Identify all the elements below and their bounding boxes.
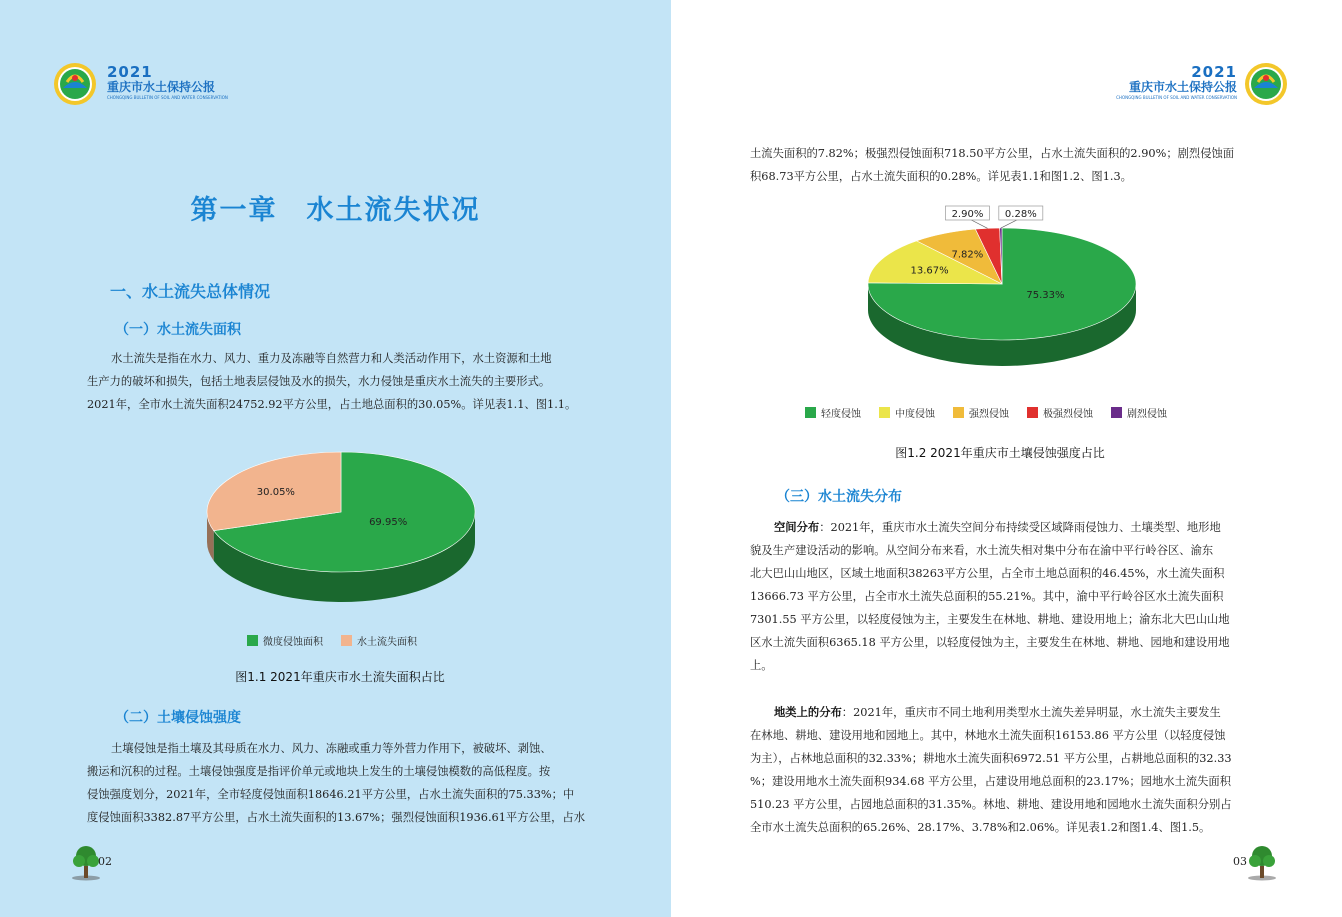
legend-label: 强烈侵蚀 <box>969 409 1009 420</box>
legend-swatch <box>879 407 890 418</box>
data-label: 2.90% <box>951 209 984 220</box>
chart2-legend <box>805 405 1167 420</box>
header-left <box>107 64 228 101</box>
text-line: 度侵蚀面积3382.87平方公里，占水土流失面积的13.67%；强烈侵蚀面积1936.61平方公里，占水 <box>87 811 586 824</box>
text-line: 土壤侵蚀是指土壤及其母质在水力、风力、冻融或重力等外营力作用下，被破坏、剥蚀、 <box>111 742 552 755</box>
text-line: 积68.73平方公里，占水土流失面积的0.28%。详见表1.1和图1.2、图1.3。 <box>750 170 1132 183</box>
text-line: 生产力的破坏和损失，包括土地表层侵蚀及水的损失，水力侵蚀是重庆水土流失的主要形式。 <box>87 375 551 388</box>
paragraph <box>87 737 597 829</box>
subsection-title: （三）水土流失分布 <box>776 489 902 505</box>
text-line: 为主），占林地总面积的32.33%；耕地水土流失面积6972.51 平方公里，占耕地总面积的32.33 <box>750 752 1232 765</box>
legend-item <box>879 405 935 420</box>
pie-chart-erosion-intensity <box>855 200 1155 390</box>
text-line: 全市水土流失总面积的65.26%、28.17%、3.78%和2.06%。详见表1.2和图1.4、图1.5。 <box>750 821 1211 834</box>
legend-item <box>341 633 417 648</box>
text-line: 北大巴山山地区，区域土地面积38263平方公里，占全市土地总面积的46.45%，水土流失面积 <box>750 567 1225 580</box>
header-subtitle: CHONGQING BULLETIN OF SOIL AND WATER CONSERVATION <box>1116 95 1237 100</box>
text-line <box>750 516 1260 539</box>
legend-item <box>1027 405 1093 420</box>
chart1-legend <box>247 633 417 648</box>
tree-icon <box>1242 842 1282 882</box>
figure-caption: 图1.1 2021年重庆市水土流失面积占比 <box>235 670 445 684</box>
spatial-lead: 空间分布 <box>774 521 820 534</box>
legend-label: 水土流失面积 <box>357 637 417 648</box>
text-line: 510.23 平方公里，占园地总面积的31.35%。林地、耕地、建设用地和园地水土流失面积分别占 <box>750 798 1232 811</box>
data-label: 13.67% <box>910 265 949 277</box>
text-line: 区水土流失面积6365.18 平方公里，以轻度侵蚀为主，主要发生在林地、耕地、园地和建设用地 <box>750 636 1230 649</box>
legend-item <box>247 633 323 648</box>
text-line <box>750 701 1260 724</box>
data-label: 0.28% <box>1004 209 1037 220</box>
landuse-lead: 地类上的分布 <box>774 706 842 719</box>
text-line: 2021年，全市水土流失面积24752.92平方公里，占土地总面积的30.05%。详见表1.1、图1.1。 <box>87 398 577 411</box>
text-line: 水土流失是指在水力、风力、重力及冻融等自然营力和人类活动作用下，水土资源和土地 <box>111 352 552 365</box>
text-line: 貌及生产建设活动的影响。从空间分布来看，水土流失相对集中分布在渝中平行岭谷区、渝东 <box>750 544 1214 557</box>
header-year: 2021 <box>107 63 153 81</box>
text-run: ：2021年，重庆市水土流失空间分布持续受区域降雨侵蚀力、土壤类型、地形地 <box>819 521 1221 534</box>
page-number: 03 <box>1233 855 1247 868</box>
header-right <box>1080 64 1237 101</box>
legend-label: 微度侵蚀面积 <box>263 637 323 648</box>
logo-emblem-icon <box>1244 62 1288 106</box>
header-title: 重庆市水土保持公报 <box>107 80 216 94</box>
text-line: 在林地、耕地、建设用地和园地上。其中，林地水土流失面积16153.86 平方公里（以轻度侵蚀 <box>750 729 1226 742</box>
subsection-title: （二）土壤侵蚀强度 <box>115 710 241 726</box>
header-subtitle: CHONGQING BULLETIN OF SOIL AND WATER CONSERVATION <box>107 95 228 100</box>
paragraph <box>87 347 597 416</box>
legend-swatch <box>1111 407 1122 418</box>
text-line: 7301.55 平方公里，以轻度侵蚀为主，主要发生在林地、耕地、建设用地上；渝东北大巴山山地 <box>750 613 1230 626</box>
text-line: 13666.73 平方公里，占全市水土流失总面积的55.21%。其中，渝中平行岭谷区水土流失面积 <box>750 590 1224 603</box>
legend-swatch <box>953 407 964 418</box>
paragraph <box>750 701 1260 839</box>
text-line: 上。 <box>750 659 773 672</box>
data-label: 7.82% <box>951 249 984 261</box>
data-label: 75.33% <box>1026 290 1065 302</box>
legend-swatch <box>341 635 352 646</box>
subsection-title: （一）水土流失面积 <box>115 322 241 338</box>
header-title: 重庆市水土保持公报 <box>1128 80 1237 94</box>
legend-swatch <box>247 635 258 646</box>
header-year: 2021 <box>1191 63 1237 81</box>
legend-label: 剧烈侵蚀 <box>1127 409 1167 420</box>
page-number: 02 <box>98 855 112 868</box>
legend-item <box>805 405 861 420</box>
chapter-title: 第一章 水土流失状况 <box>190 195 481 226</box>
legend-item <box>1111 405 1167 420</box>
text-run: ：2021年，重庆市不同土地利用类型水土流失差异明显，水土流失主要发生 <box>841 706 1221 719</box>
text-line: 搬运和沉积的过程。土壤侵蚀强度是指评价单元或地块上发生的土壤侵蚀模数的高低程度。按 <box>87 765 551 778</box>
text-line: %；建设用地水土流失面积934.68 平方公里，占建设用地总面积的23.17%；园地水土流失面积 <box>750 775 1232 788</box>
legend-label: 中度侵蚀 <box>895 409 935 420</box>
legend-swatch <box>1027 407 1038 418</box>
paragraph <box>750 516 1260 677</box>
section-title: 一、水土流失总体情况 <box>110 282 271 301</box>
legend-label: 极强烈侵蚀 <box>1043 409 1093 420</box>
text-line: 侵蚀强度划分，2021年，全市轻度侵蚀面积18646.21平方公里，占水土流失面积的75.33%；中 <box>87 788 575 801</box>
pie-chart-water-loss <box>195 440 485 615</box>
logo-emblem-icon <box>53 62 97 106</box>
legend-label: 轻度侵蚀 <box>821 409 861 420</box>
legend-item <box>953 405 1009 420</box>
text-line: 土流失面积的7.82%；极强烈侵蚀面积718.50平方公里，占水土流失面积的2.90%；剧烈侵蚀面 <box>750 147 1235 160</box>
figure-caption: 图1.2 2021年重庆市土壤侵蚀强度占比 <box>895 446 1105 460</box>
paragraph <box>750 142 1260 188</box>
data-label: 69.95% <box>369 516 408 528</box>
legend-swatch <box>805 407 816 418</box>
data-label: 30.05% <box>256 486 295 498</box>
